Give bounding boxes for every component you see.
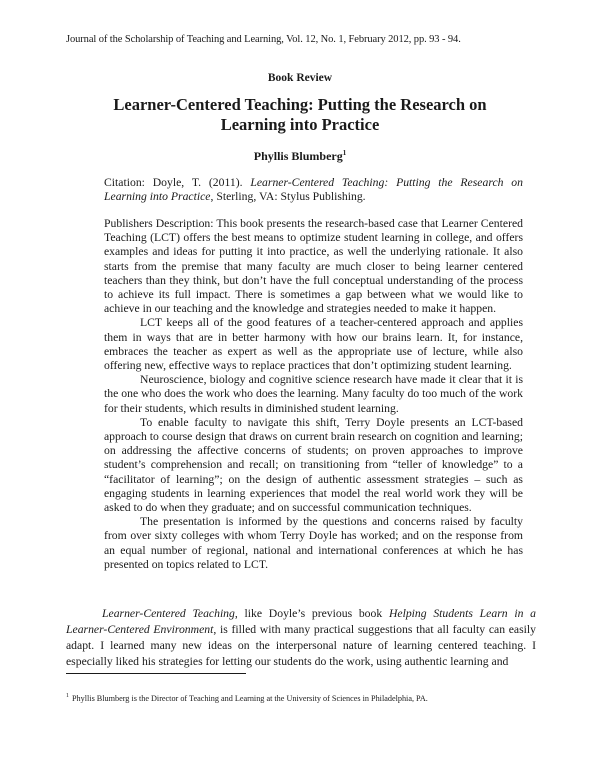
description-paragraph: To enable faculty to navigate this shift, Terry Doyle presents an LCT-based approach to course design that draws on current brain research on cognition and learning; on addressing the affective concerns of students; on proven approaches to improve student’s comprehension and recall; on transitioning from “teller of knowledge” to a “facilitator of learning”; on the design of authentic assessment strategies – such as engaging students in learning experiences that model the real world work they will be asked to do when they graduate; and on successful communication techniques. [104,415,523,515]
footnote-mark: 1 [66,693,69,699]
description-paragraph: The presentation is informed by the questions and concerns raised by faculty from over sixty colleges with whom Terry Doyle has worked; and on the response from an equal number of regional, national and international conferences at which he has presented on topics related to LCT. [104,515,523,571]
publisher-description [104,217,523,572]
review-body [66,606,536,670]
body-text-run: , is filled with many practical suggestions that all faculty can easily adapt. I learned many new ideas on the interpersonal nature of learning centered teaching. I especially liked his strategies for letting our students do the work, using authentic learning and [66,623,536,668]
section-label: Book Review [267,72,333,84]
footnote-text: Phyllis Blumberg is the Director of Teaching and Learning at the University of Sciences in Philadelphia, PA. [72,694,428,703]
description-paragraph: Publishers Description: This book presents the research-based case that Learner Centered Teaching (LCT) offers the best means to optimize student learning in college, and offers examples and ideas for putting it into practice, as well the underlying rationale. It also starts from the premise that many faculty are much closer to being learner centered teachers than they think, but don’t have the full conceptual understanding of the process to achieve its full impact. There is sometimes a gap between what we would like to achieve in our teaching and the knowledge and strategies needed to make it happen. [104,217,523,316]
citation-suffix: , Sterling, VA: Stylus Publishing. [210,190,366,204]
journal-header: Journal of the Scholarship of Teaching and Learning, Vol. 12, No. 1, February 2012, pp. 93 - 94. [66,34,461,45]
article-title: Learner-Centered Teaching: Putting the Research on Learning into Practice [113,95,487,134]
description-paragraph: Neuroscience, biology and cognitive science research have made it clear that it is the one who does the work who does the learning. Many faculty do too much of the work for their students, which results in diminished student learning. [104,373,523,415]
citation-book-title: Learner-Centered Teaching: Putting the Research on Learning into Practice [104,176,523,204]
author-name: Phyllis Blumberg [253,149,343,163]
body-text-run: , like Doyle’s previous book [234,607,389,620]
citation-prefix: Citation: Doyle, T. (2011). [104,176,251,189]
body-book-title: Learner-Centered Teaching [102,607,235,620]
citation [104,176,523,204]
body-paragraph [66,606,536,670]
footnote [66,693,428,703]
author-line [0,149,600,164]
body-previous-book: Helping Students Learn in a Learner-Centered Environment [66,607,536,636]
description-paragraph: LCT keeps all of the good features of a teacher-centered approach and applies them in ways that are in better harmony with how our brains learn. It, for instance, embraces the teacher as expert as well as the appropriate use of lecture, while also offering new, effective ways to replace practices that don’t optimizing student learning. [104,316,523,373]
footnote-divider [66,673,246,674]
author-footnote-mark: 1 [342,149,347,157]
